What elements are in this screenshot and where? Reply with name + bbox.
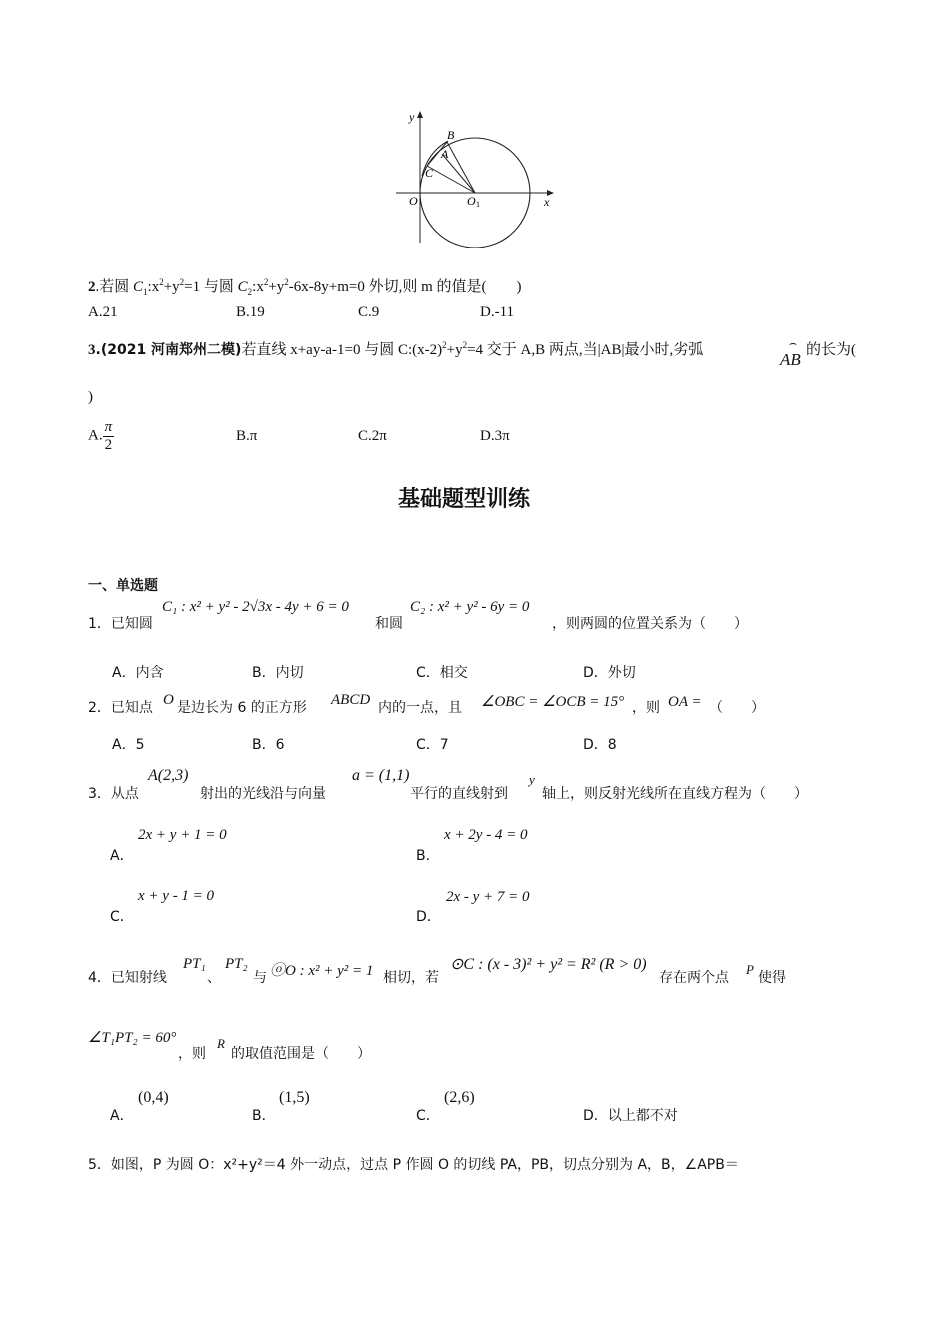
label-o1-sub: 1	[476, 200, 480, 209]
p4-text-b: 与	[253, 970, 267, 986]
q2-c2-eq-a: :x	[252, 279, 264, 295]
q3-text-a: 若直线 x+ay-a-1=0 与圆 C:(x-2)	[241, 342, 443, 358]
q2-c1: C	[133, 279, 144, 295]
q2-option-c[interactable]: C.9	[358, 304, 380, 320]
q2-c1-eq-c: =1 与圆	[184, 279, 238, 295]
label-o1: O	[467, 194, 476, 208]
p1-option-a[interactable]: A．内含	[112, 665, 164, 681]
q2-c1-eq-b: +y	[163, 279, 180, 295]
q3-text-d: 的长为(	[806, 342, 856, 358]
p4-sep: 、	[207, 970, 221, 986]
label-y: y	[409, 110, 415, 124]
p4-text-d: 存在两个点	[659, 970, 729, 986]
p2-text-e: （ ）	[709, 700, 765, 716]
p4-p: P	[746, 962, 754, 977]
p1-eq1: C₁ : x² + y² - 2√3x - 4y + 6 = 0	[162, 599, 349, 615]
q3-option-b[interactable]: B.π	[236, 428, 258, 444]
p1-eq2: C₂ : x² + y² - 6y = 0	[410, 599, 530, 615]
q2-c1-eq-a: :x	[147, 279, 160, 295]
q2-sq4: 2	[284, 277, 289, 287]
q3-arc-mark: ⌢	[789, 336, 797, 350]
p1-end: ，则两圆的位置关系为（ ）	[552, 616, 748, 632]
p4-option-a-label[interactable]: A．	[110, 1108, 134, 1124]
question-2	[88, 275, 522, 297]
q3-option-a-num: π	[104, 419, 113, 435]
q3-option-c[interactable]: C.2π	[358, 428, 387, 444]
p3-option-a-label[interactable]: A．	[110, 848, 134, 864]
q3-text-b: +y	[446, 342, 463, 358]
p4-text-g: 的取值范围是（ ）	[231, 1046, 371, 1062]
q2-number: 2	[88, 279, 96, 295]
p4-option-a[interactable]: (0,4)	[138, 1089, 169, 1106]
q3-source: .(2021 河南郑州二模)	[95, 342, 242, 358]
q3-arc-ab: AB	[780, 350, 801, 369]
p2-angle: ∠OBC = ∠OCB = 15°	[481, 694, 625, 710]
label-o: O	[409, 194, 418, 208]
q2-option-d[interactable]: D.-11	[480, 304, 515, 320]
p1-mid: 和圆	[375, 616, 403, 632]
p4-option-d[interactable]: D．以上都不对	[583, 1108, 678, 1124]
p2-square: ABCD	[331, 692, 371, 708]
p3-option-b[interactable]: x + 2y - 4 = 0	[444, 827, 528, 843]
p4-angle: ∠T₁PT₂ = 60°	[88, 1030, 177, 1046]
p3-option-c[interactable]: x + y - 1 = 0	[138, 888, 215, 904]
label-a: A	[441, 147, 449, 161]
p4-option-c[interactable]: (2,6)	[444, 1089, 475, 1106]
q3-option-a-fraction	[103, 419, 115, 453]
p4-text-c: 相切，若	[383, 970, 439, 986]
p1-num: 1．已知圆	[88, 616, 153, 632]
y-axis-arrow	[417, 111, 423, 118]
circle-figure	[390, 108, 560, 248]
q3-text-c: =4 交于 A,B 两点,当|AB|最小时,劣弧	[467, 342, 704, 358]
q2-sq2: 2	[179, 277, 185, 287]
p3-option-c-label[interactable]: C．	[110, 909, 134, 925]
q3-close-paren: )	[88, 389, 93, 405]
q2-c2-sub: 2	[247, 287, 253, 297]
p4-pt2: PT₂	[225, 956, 248, 972]
q3-option-a[interactable]	[88, 419, 114, 453]
p3-text-c: 平行的直线射到	[410, 786, 508, 802]
q2-c2: C	[237, 279, 248, 295]
p3-option-b-label[interactable]: B．	[416, 848, 440, 864]
q2-sq1: 2	[159, 277, 164, 287]
p4-circle-c: ⊙C : (x - 3)² + y² = R² (R > 0)	[450, 956, 647, 973]
p1-option-d[interactable]: D．外切	[583, 665, 636, 681]
p4-circle-o: ⓞO : x² + y² = 1	[270, 963, 374, 979]
label-x: x	[544, 195, 550, 209]
q2-sq3: 2	[263, 277, 269, 287]
p1-option-b[interactable]: B．内切	[252, 665, 304, 681]
p2-point-o: O	[163, 692, 174, 708]
p2-oa: OA =	[668, 694, 702, 710]
p4-option-c-label[interactable]: C．	[416, 1108, 440, 1124]
p4-text-e: 使得	[758, 970, 786, 986]
p4-text-f: ，则	[178, 1046, 206, 1062]
p3-text-d: 轴上，则反射光线所在直线方程为（ ）	[542, 786, 808, 802]
p4-pt1: PT₁	[183, 956, 206, 972]
q3-number: 3	[88, 342, 96, 358]
p3-vector: a = (1,1)	[352, 767, 410, 784]
p2-option-b[interactable]: B．6	[252, 737, 285, 753]
p2-option-a[interactable]: A．5	[112, 737, 145, 753]
section-title: 一、单选题	[88, 578, 158, 594]
q3-sq1: 2	[442, 340, 447, 350]
p2-text-b: 是边长为 6 的正方形	[177, 700, 307, 716]
p2-option-d[interactable]: D．8	[583, 737, 617, 753]
p1-option-c[interactable]: C．相交	[416, 665, 468, 681]
p3-y: y	[529, 772, 535, 787]
q3-option-a-den: 2	[104, 436, 113, 453]
q2-option-a[interactable]: A.21	[88, 304, 118, 320]
p2-text-c: 内的一点，且	[378, 700, 462, 716]
q2-c1-sub: 1	[143, 287, 148, 297]
p3-text-a: 3．从点	[88, 786, 139, 802]
p3-option-d[interactable]: 2x - y + 7 = 0	[446, 889, 530, 905]
q2-c2-eq-c: -6x-8y+m=0 外切,则 m 的值是( )	[288, 279, 522, 295]
page-heading: 基础题型训练	[398, 487, 531, 512]
p2-text-a: 2．已知点	[88, 700, 153, 716]
p3-point-a: A(2,3)	[148, 767, 189, 784]
q2-pre: .若圆	[95, 279, 134, 295]
p4-option-b[interactable]: (1,5)	[279, 1089, 310, 1106]
q3-sq2: 2	[462, 340, 468, 350]
p5-text: 5．如图，P 为圆 O：x²+y²＝4 外一动点，过点 P 作圆 O 的切线 PA，PB，切点分别为 A，B，∠APB＝	[88, 1157, 739, 1173]
p3-option-d-label[interactable]: D．	[416, 909, 441, 925]
p2-text-d: ，则	[632, 700, 660, 716]
q2-c2-eq-b: +y	[268, 279, 285, 295]
q3-option-a-label: A.	[88, 427, 103, 444]
p4-option-b-label[interactable]: B．	[252, 1108, 276, 1124]
label-c: C	[425, 166, 434, 180]
q2-option-b[interactable]: B.19	[236, 304, 265, 320]
p2-option-c[interactable]: C．7	[416, 737, 449, 753]
q3-option-d[interactable]: D.3π	[480, 428, 510, 444]
question-3	[88, 338, 703, 359]
p3-text-b: 射出的光线沿与向量	[200, 786, 326, 802]
p3-option-a[interactable]: 2x + y + 1 = 0	[138, 827, 227, 843]
p4-text-a: 4．已知射线	[88, 970, 167, 986]
label-b: B	[447, 128, 455, 142]
p4-r: R	[217, 1036, 225, 1051]
